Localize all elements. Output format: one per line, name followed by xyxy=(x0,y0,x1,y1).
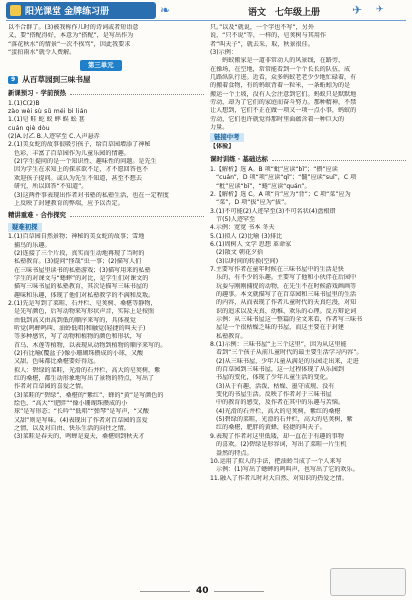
answer-line: 私塾教育。 xyxy=(216,332,247,340)
answer-line: 又甜，色味都比桑椹要好得远。 xyxy=(14,358,100,366)
answer-line: 的百草园到三味书屋，这一过程体现了从乐园到 xyxy=(216,366,344,374)
answer-line: 私塾教育。(3)提问“怪哉”虫一事；(2)描写人们 xyxy=(14,258,142,266)
answer-line: 看到“三个孩子从前儿童时代的最主要生活学习内容”。 xyxy=(216,349,363,357)
answer-line: (2)A.讨乙 B.人迹罕至 C.入声悬赤 xyxy=(8,133,100,141)
text-line: 只。”以及“就说，一个字也不写”，另外 xyxy=(210,24,314,31)
divider xyxy=(70,91,204,95)
answer-line: 因为学生在求知上的探求欲不足，才不愿回答也不 xyxy=(14,166,149,174)
text-line: “落花秋水”的情景“一次不挨骂”，因此我要求 xyxy=(8,40,131,48)
brand-banner xyxy=(6,2,156,19)
text-line: “蛋拍雨水”就令人费解。 xyxy=(8,49,76,57)
right-column xyxy=(210,24,406,483)
answer-line: (2)学生提问的是一个知识性、趣味性的问题。是先生 xyxy=(14,158,157,166)
text-line: 搬运一个土坡，没有人会注意到它们。蚂蚁只是默默地 xyxy=(210,90,357,98)
answer-line: (4)光滑的石井栏，高大的皂荚树，紫红的桑椹 xyxy=(216,407,341,415)
page-number: 40 xyxy=(196,586,209,596)
text-line: 的搬着食物，有的蚂蚁背着一粒米，一条蚯蚓为的是 xyxy=(210,82,351,90)
header-rule xyxy=(6,20,406,21)
answer-line: 3.(1)不可能(2)人迹罕至(3)不可名状(4)盘根错 xyxy=(210,207,336,215)
answer-line: 1.【解析】选 A。B 项“蚍”应读“bǐ”；“攒”应读 xyxy=(210,165,338,173)
answer-line: 红的桑椹，都生动形象地写出了景物的特点，写出了 xyxy=(14,375,155,383)
answer-line: 的内容，从而表现了作者儿童时代的天真烂漫，对知 xyxy=(216,299,357,307)
text-line: 让人想到，它们不正在做一项又一项一点小事，蚂蚁的 xyxy=(210,107,357,115)
answer-line: (2)散文 朝花夕拾 xyxy=(216,249,264,257)
section-explore xyxy=(8,210,204,220)
bracket-label: 【体验】 xyxy=(210,143,235,151)
section-preview xyxy=(8,88,204,98)
answer-line: 学生的对课文与“蟋蟀”的对比，是学生们对课文的 xyxy=(14,274,149,282)
answer-line: 玩耍与刚刚捕捉的动物，在先生不在时候游戏画画等 xyxy=(216,282,357,290)
answer-line: “菜”，D 项“拔”应为“拔”。 xyxy=(216,199,291,207)
divider xyxy=(272,157,406,161)
answer-line: (2)连接了三个片段，真实而生动地再现了当时的 xyxy=(14,249,145,257)
bird-icon: ✈ xyxy=(352,3,363,17)
left-column xyxy=(8,24,204,442)
section-tag: 链接中考 xyxy=(210,133,244,142)
answer-line: 等多种感官，写了动物和植物的颜色和形状，写 xyxy=(14,333,142,341)
lesson-title: 从百草园到三味书屋 xyxy=(22,75,91,85)
footer-rule xyxy=(214,591,264,592)
answer-line: 7.主要写作者在童年时候在三味书屋中的生活是快 xyxy=(210,265,344,273)
answer-line: 屋是一个很枯燥乏味的书屋，而这主要在于封建 xyxy=(216,324,344,332)
answer-line: 红的桑椹，肥胖的黄蜂，轻捷的叫天子。 xyxy=(216,424,326,432)
answer-line: 作者对百草园的喜爱之情。 xyxy=(14,383,88,391)
section-label: 精讲重难 · 合作探究 xyxy=(8,211,67,220)
section-label: 新课预习 · 学前预热 xyxy=(8,88,67,97)
text-line: 力量。 xyxy=(210,124,229,132)
answer-line: 首乌、木莲等植物，以表现从动物到植物的顺序来写的。 xyxy=(14,341,167,349)
answer-line: 4.示例：宽宽 书本 冬天 xyxy=(210,224,275,232)
answer-line: 示例：从三味书屋这一整篇的全文来看，作者写三味书 xyxy=(216,316,363,323)
answer-line: 2.(1)先是写到了菜畦、石井栏、皂荚树、桑椹等静物， xyxy=(8,299,157,307)
answer-line: 1.(1)百草园自然景物；神秘的美女蛇的故事；雪地 xyxy=(8,233,145,241)
section-tag: 疑难初探 xyxy=(8,223,42,232)
answer-line: 的趣事。本文就描写了在百草园和三味书屋里的生活 xyxy=(216,290,357,298)
answer-line: 书屋的变化，体现了少年儿童生活的变化。 xyxy=(216,374,332,382)
answer-line: (3)菜畦是春天的，鸣蝉是夏天，桑椹则到秋天才 xyxy=(14,433,145,441)
page-header xyxy=(0,0,412,22)
answer-line: 又甜”则是写味。(4)表现出了作者对百草园的喜爱 xyxy=(14,416,148,424)
section-label: 课时训练 · 基础达标 xyxy=(210,154,269,163)
unit-label: 第三单元 xyxy=(80,60,122,70)
divider xyxy=(70,213,204,217)
text-line: 说，“只不说”等，一样的，皂荚树与其用作 xyxy=(210,32,327,40)
lesson-number: 9 xyxy=(8,76,18,84)
section-practice xyxy=(210,154,406,164)
answer-line: (3)这两件事表现出作者对书塾的私塾生活，也在一定程度 xyxy=(14,191,169,199)
answer-line: 在三味书屋里读书的私塾游戏；(3)描写用来的私塾 xyxy=(14,266,151,274)
answer-line: 11.融入了作者儿时对大自然、对知识的热爱之情。 xyxy=(210,474,348,482)
answer-line: 节(5)人迹罕至 xyxy=(216,215,256,223)
answer-line: 上反映了封建教育的弊端，应予以否定。 xyxy=(14,199,124,207)
answer-line: “秕”应读“bǐ”，“蜷”应读“quán”。 xyxy=(216,182,311,190)
answer-line: 识的追求以及天真、幼稚、欢乐的心理。反方辩论词 xyxy=(216,307,357,315)
answer-line: 球”是写形态；“长吟”“低唱”“弹琴”是写声，“又酸 xyxy=(14,408,149,416)
header-subject: 语文 七年级上册 xyxy=(248,8,321,18)
pinyin-line: cuán qiè dòu xyxy=(8,124,50,132)
answer-line: 乐的，有不少的乐趣。主要写了他和小伙伴在后园中 xyxy=(216,274,357,282)
answer-line: 的喜欢。(2)碧绿是形容词，写出了菜畦一片生机 xyxy=(216,441,347,449)
answer-line: 8.(1)示例：三味书屋“上三个这里”，因为从这里能 xyxy=(210,341,347,349)
answer-line: 听觉(鸣蝉鸣叫、油蛉低唱)和触觉(轻捷的叫天子) xyxy=(14,324,146,332)
text-line: 者“叫天子”，就去采，取，秋景很佳。 xyxy=(210,40,314,48)
bird-icon: ✈ xyxy=(376,5,384,15)
answer-line: 描写三味书屋的私塾教育，其次是描写三味书屋的 xyxy=(14,283,149,291)
footer-rule xyxy=(140,591,190,592)
text-line: 劳动，却为了它们的家庭而奋斗努力。那种精神，不禁 xyxy=(210,99,357,107)
answer-line: 研究，所以回答“不知道”。 xyxy=(14,183,88,191)
answer-line: (3)以时间的转换(空间) xyxy=(216,257,279,265)
answer-line: (5)碧绿的菜畦，光滑的石井栏，高大的皂荚树，紫 xyxy=(216,416,353,424)
bird-icon: ❧ xyxy=(160,3,171,17)
answer-line: 6.(1)周树人 文学 思想 革命家 xyxy=(210,240,292,248)
answer-line: 变化的书屋生活。反映了作者对于三味书屋 xyxy=(216,391,332,399)
watermark-stamp xyxy=(330,568,406,596)
answer-line: 色彩，丰富了百草园作为儿童乐园的情趣。 xyxy=(14,149,130,157)
answer-line: “cuán”，D 项“项”应读“qǐ”；“髓”应读“suǐ”，C 项 xyxy=(216,174,357,182)
text-line: 义，要“搭配得好，本意为“搭配”，是写出作为 xyxy=(8,32,134,40)
lesson-heading xyxy=(8,75,204,86)
answer-line: 之情，以及对自由、快乐生活的向往之情。 xyxy=(14,425,130,433)
answer-line: (2)从三味书屋，少年儿童从满是的乐园走出来，走进 xyxy=(216,357,359,365)
answer-line: (3)菜畦的“碧绿”、桑椹的“紫红”、蜂的“黄”是写颜色的 xyxy=(14,391,164,399)
answer-line: 捕鸟的乐趣。 xyxy=(14,241,51,249)
answer-line: 1.(1)皂 畦 蛇 蚁 蟀 蜈 蚣 葚 xyxy=(8,116,85,124)
brand-logo-icon xyxy=(10,5,21,16)
brand-title: 阳光课堂 金牌练习册 xyxy=(25,7,110,17)
answer-line: 中的教育的感受，及作者在其中的乐趣与苦恼。 xyxy=(216,399,344,407)
text-line: 蚂蚁搬家是一道非常动人的风景线，在路旁、 xyxy=(210,57,345,65)
answer-line: 趣味和乐趣，体现了他们对私塾教学的不满和反叛。 xyxy=(14,291,155,299)
answer-line: 由低到高又由高到低的顺序来写的，具体视觉 xyxy=(14,316,136,324)
answer-line: 欢迎孩子提问。或认为先生不知道，甚至不想去 xyxy=(14,174,142,182)
answer-line: 1.(1)C(2)B xyxy=(8,99,40,107)
answer-line: 10.运用了拟人的手法，把油蛉当成了一个人来写 xyxy=(210,457,342,465)
text-line: 以不合群了。(3)被我称作儿时的诗词或者短语意 xyxy=(8,24,139,31)
answer-line: 2.【解析】选 C。A 项“肯”应为“背”；C 项“菜”应为 xyxy=(210,190,351,198)
text-line: 在操场，在空地，常常能看到一个个长长的队伍，成 xyxy=(210,65,351,73)
text-line: 劳动，它们也许就觉得那时里面蕴含着一种巨大的 xyxy=(210,115,345,123)
answer-line: 是先写颜色，后写动物来写形状声音，实际上是按照 xyxy=(14,308,155,316)
text-line: 几路纵队行进。近看，众多蚂蚁老老少少地忙碌着，有 xyxy=(210,74,357,82)
answer-line: 盎然的特点。 xyxy=(216,449,253,457)
pinyin-line: zào wèi sù sǔ méi bì lián xyxy=(8,108,88,116)
answer-line: 绘色，“高大”“肥胖”“像小珊瑚珠攒成的小 xyxy=(14,400,128,408)
text-line: (3)示例： xyxy=(210,49,237,57)
answer-line: 2.(1)美女蛇的故事很吸引孩子，给百草园增添了神秘 xyxy=(8,141,151,149)
answer-line: (3)从于有趣，活泼、枯燥、墨守成规、没有 xyxy=(216,382,335,390)
answer-line: 拟人：碧绿的菜畦，光滑的石井栏，高大的皂荚树，紫 xyxy=(14,366,161,374)
answer-line: (2)有比喻(覆盆子)像小珊瑚珠攒成的小球，又酸 xyxy=(14,350,144,357)
answer-line: 5.(1)拟人 (2)比喻 (3)排比 xyxy=(210,232,283,240)
answer-line: 9.表现了作者对这里低矮，却一直在于有趣的事物 xyxy=(210,432,344,440)
answer-line: 示例：(1)写出了蟋蟀的鸣叫声，也写出了它的欢乐。 xyxy=(216,466,359,474)
